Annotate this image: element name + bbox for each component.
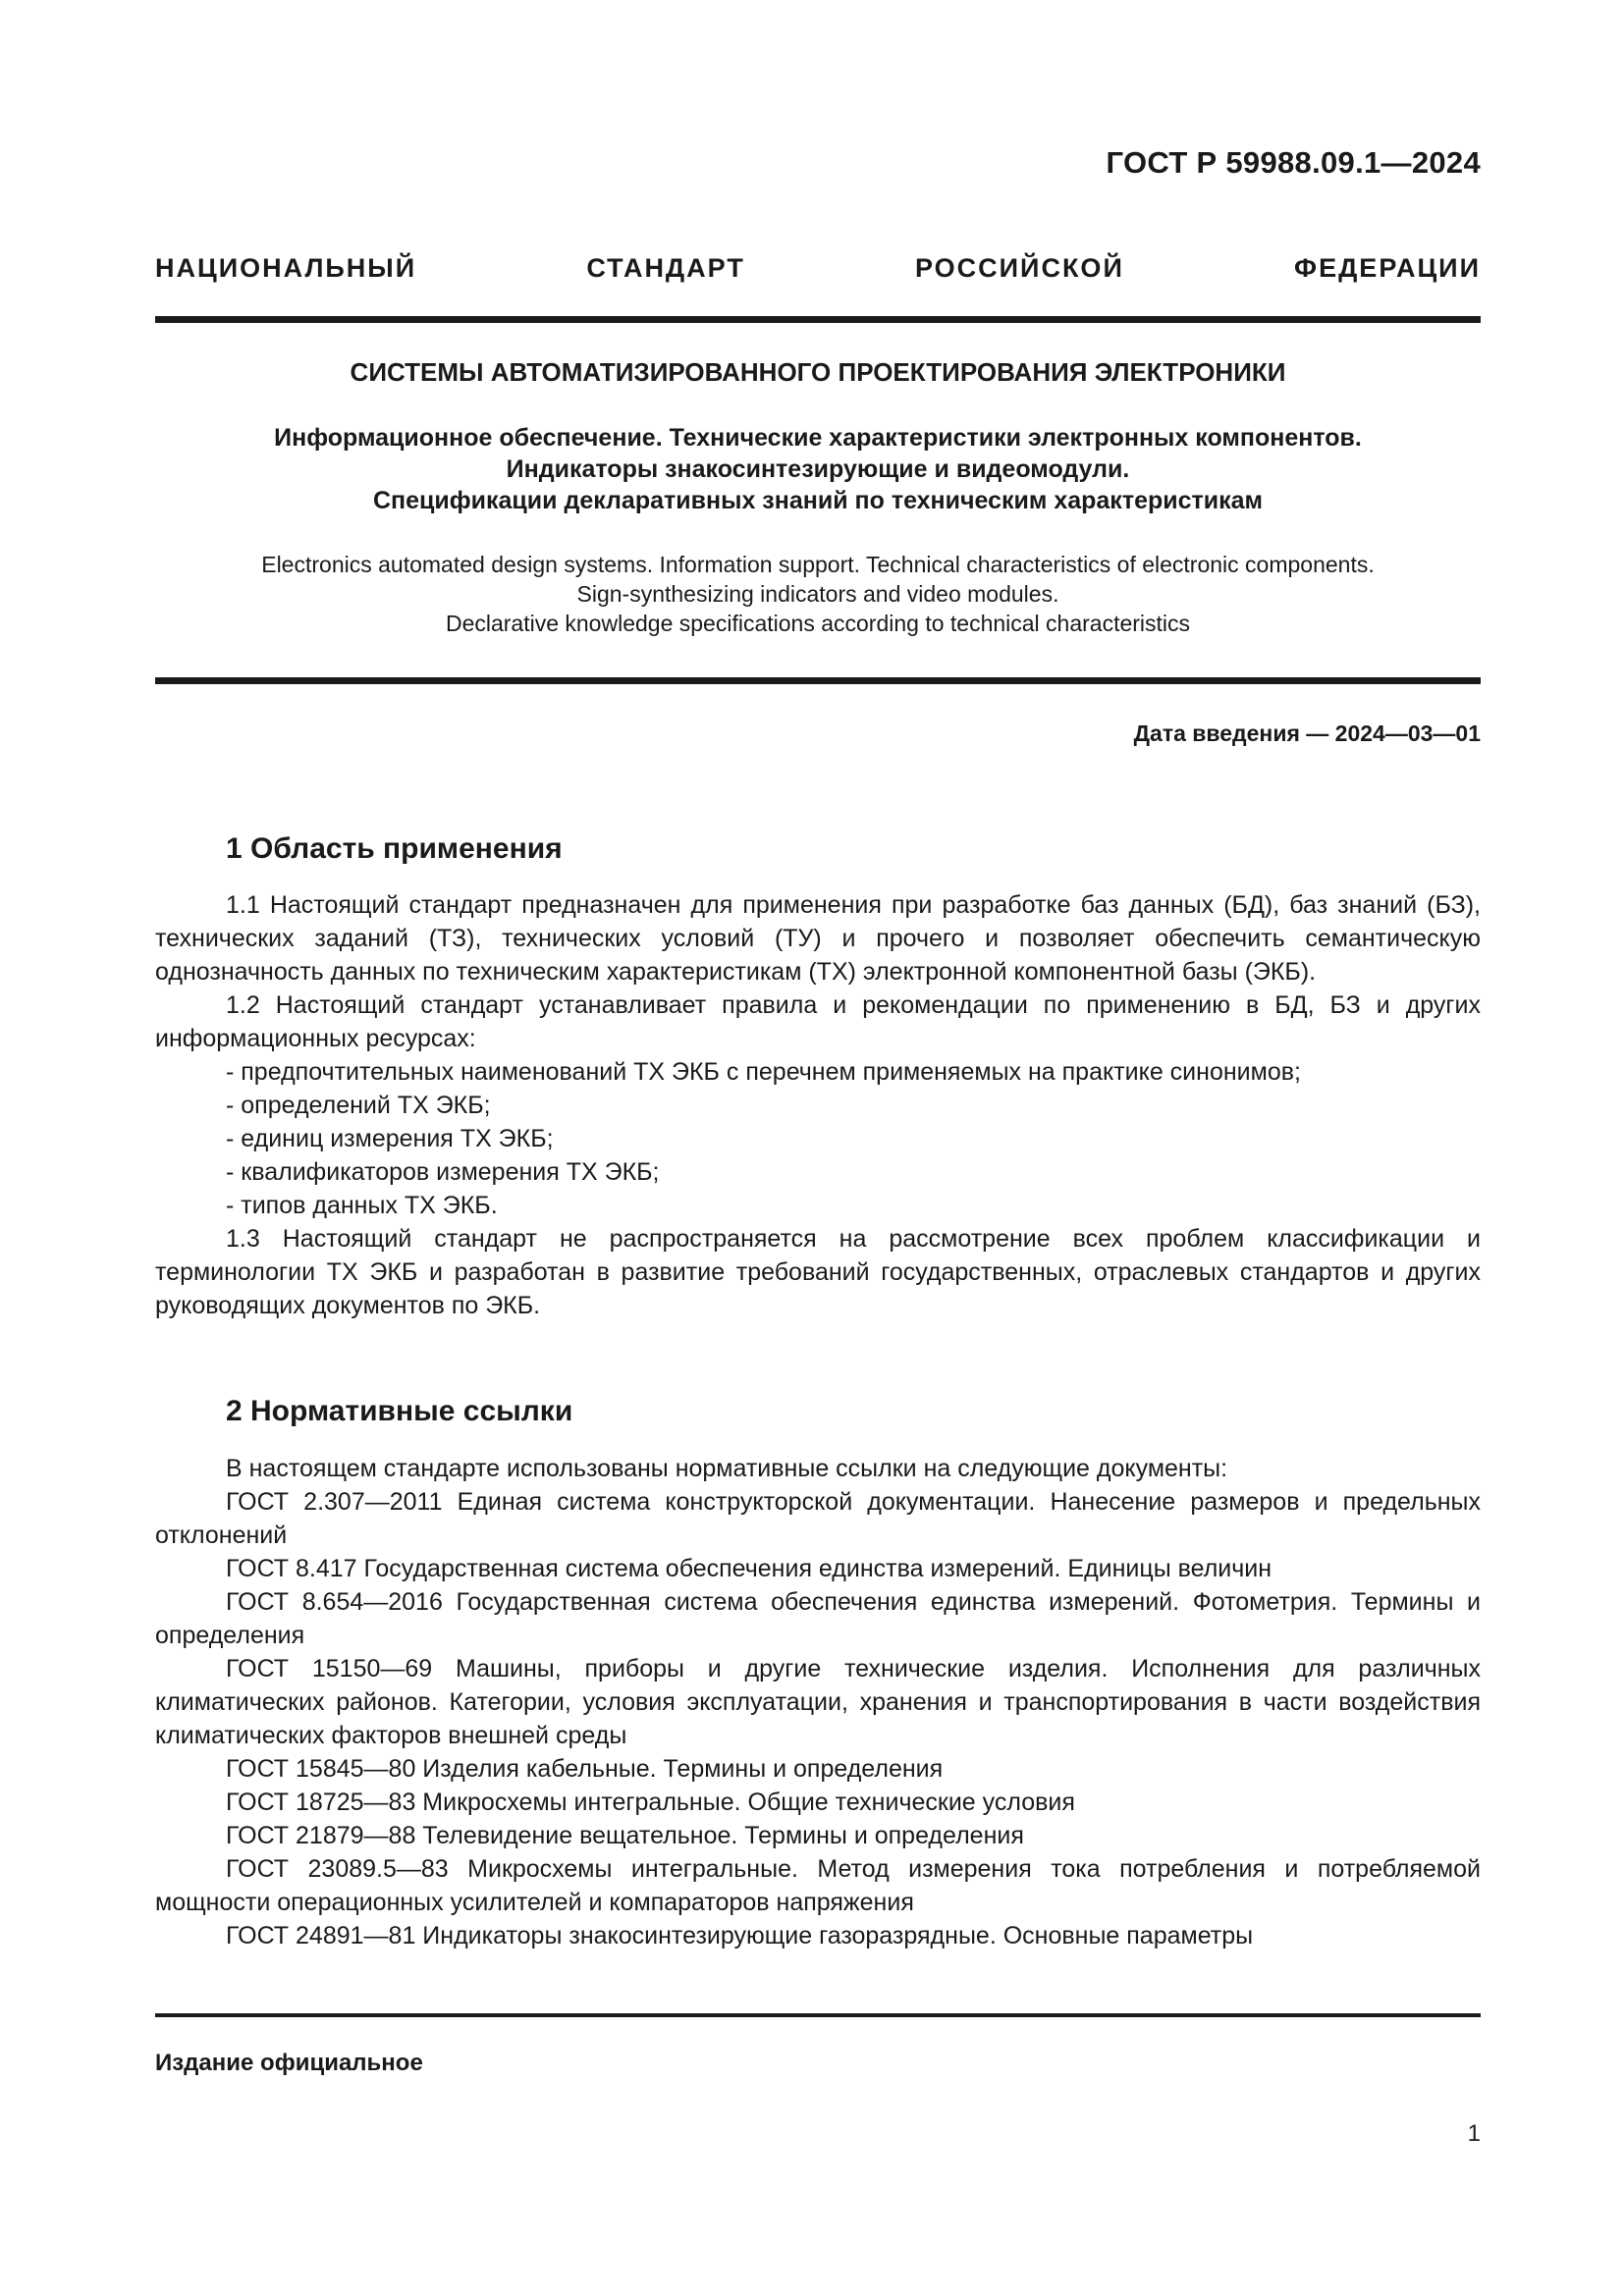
english-title-line: Declarative knowledge specifications according to technical characteristics <box>445 611 1191 636</box>
english-title-line: Sign-synthesizing indicators and video modules. <box>576 581 1059 607</box>
paragraph: 1.3 Настоящий стандарт не распространяется на рассмотрение всех проблем классификации и терминологии ТХ ЭКБ и разработан в развитие требований государственных, отраслевых стандартов и других руководящих документов по ЭКБ. <box>155 1225 1481 1319</box>
paragraph: 1.1 Настоящий стандарт предназначен для применения при разработке баз данных (БД), баз знаний (БЗ), технических заданий (ТЗ), технических условий (ТУ) и прочего и позволяет обеспечить семантическую однозначность данных по техническим характеристикам (ТХ) электронной компонентной базы (ЭКБ). <box>155 891 1481 986</box>
list-item: - определений ТХ ЭКБ; <box>226 1092 491 1119</box>
list-item: - типов данных ТХ ЭКБ. <box>226 1192 498 1219</box>
reference-item: ГОСТ 18725—83 Микросхемы интегральные. Общие технические условия <box>226 1789 1075 1816</box>
national-standard-label: НАЦИОНАЛЬНЫЙ СТАНДАРТ РОССИЙСКОЙ ФЕДЕРАЦИИ <box>155 253 1481 283</box>
section-1-heading: 1 Область применения <box>226 832 563 865</box>
subtitle-line: Индикаторы знакосинтезирующие и видеомодули. <box>506 455 1130 483</box>
section-1-body <box>155 888 1481 1322</box>
page-number: 1 <box>1467 2120 1481 2147</box>
reference-item: ГОСТ 23089.5—83 Микросхемы интегральные. Метод измерения тока потребления и потребляемой мощности операционных усилителей и компараторов напряжения <box>155 1855 1481 1916</box>
section-2-heading: 2 Нормативные ссылки <box>226 1395 573 1427</box>
english-title <box>155 550 1481 638</box>
reference-item: ГОСТ 8.654—2016 Государственная система обеспечения единства измерений. Фотометрия. Термины и определения <box>155 1588 1481 1649</box>
footer-divider <box>155 2013 1481 2017</box>
subtitle <box>155 422 1481 516</box>
reference-item: ГОСТ 21879—88 Телевидение вещательное. Термины и определения <box>226 1822 1024 1849</box>
reference-item: ГОСТ 2.307—2011 Единая система конструкторской документации. Нанесение размеров и предельных отклонений <box>155 1488 1481 1549</box>
main-title: СИСТЕМЫ АВТОМАТИЗИРОВАННОГО ПРОЕКТИРОВАНИЯ ЭЛЕКТРОНИКИ <box>350 357 1286 387</box>
title-divider <box>155 677 1481 684</box>
standard-number: ГОСТ Р 59988.09.1—2024 <box>1106 145 1481 180</box>
paragraph: 1.2 Настоящий стандарт устанавливает правила и рекомендации по применению в БД, БЗ и других информационных ресурсах: <box>155 991 1481 1052</box>
paragraph: В настоящем стандарте использованы нормативные ссылки на следующие документы: <box>226 1455 1228 1482</box>
list-item: - предпочтительных наименований ТХ ЭКБ с перечнем применяемых на практике синонимов; <box>226 1058 1301 1086</box>
list-item: - квалификаторов измерения ТХ ЭКБ; <box>226 1158 660 1186</box>
reference-item: ГОСТ 15150—69 Машины, приборы и другие технические изделия. Исполнения для различных климатических районов. Категории, условия эксплуатации, хранения и транспортирования в части воздействия климатических факторов внешней среды <box>155 1655 1481 1749</box>
reference-item: ГОСТ 8.417 Государственная система обеспечения единства измерений. Единицы величин <box>226 1555 1272 1582</box>
subtitle-line: Спецификации декларативных знаний по техническим характеристикам <box>372 487 1264 514</box>
list-item: - единиц измерения ТХ ЭКБ; <box>226 1125 554 1152</box>
top-divider <box>155 316 1481 323</box>
subtitle-line: Информационное обеспечение. Технические характеристики электронных компонентов. <box>274 424 1362 452</box>
official-edition-label: Издание официальное <box>155 2050 423 2076</box>
english-title-line: Electronics automated design systems. Information support. Technical characteristics of electronic components. <box>261 552 1375 577</box>
section-2-body <box>155 1452 1481 1952</box>
reference-item: ГОСТ 24891—81 Индикаторы знакосинтезирующие газоразрядные. Основные параметры <box>226 1922 1254 1949</box>
reference-item: ГОСТ 15845—80 Изделия кабельные. Термины и определения <box>226 1755 944 1783</box>
introduction-date: Дата введения — 2024—03—01 <box>1133 721 1481 746</box>
